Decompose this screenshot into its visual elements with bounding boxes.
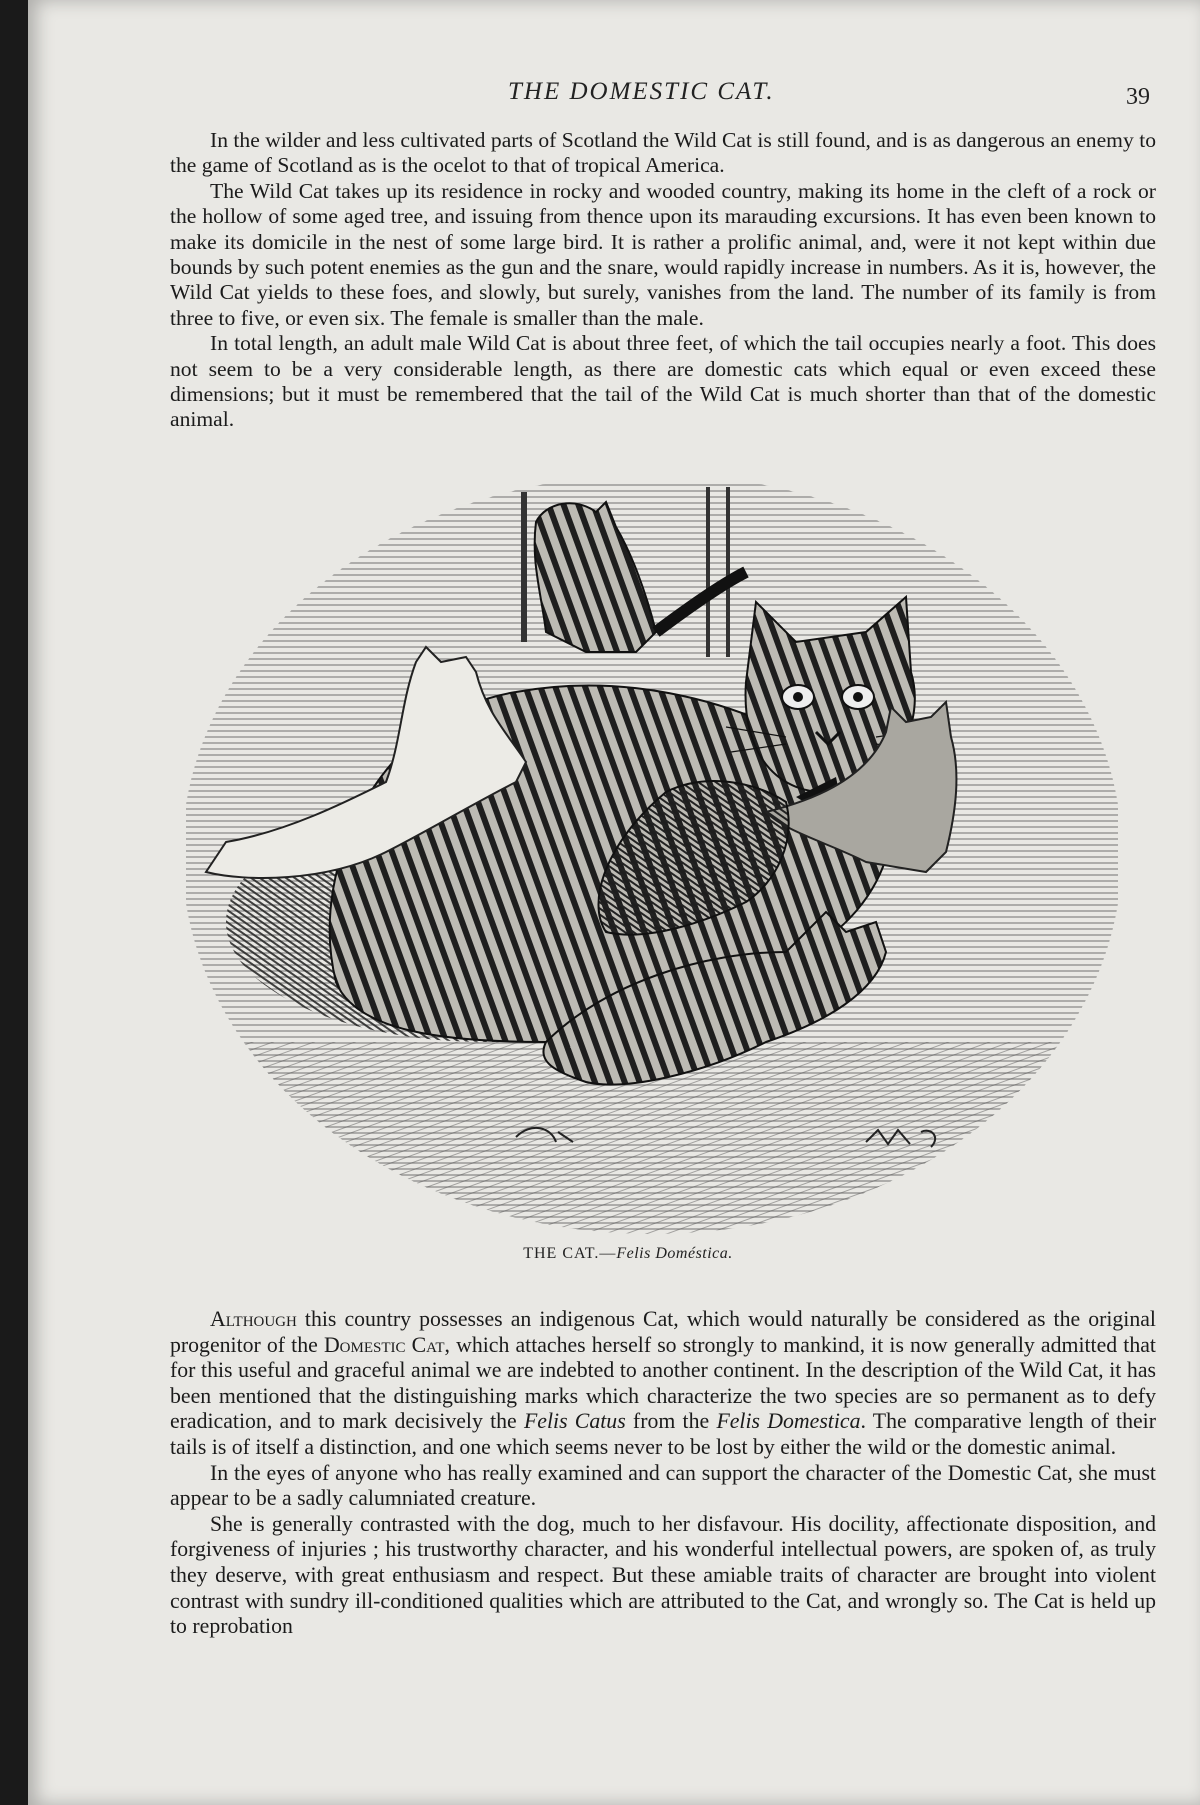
caption-title: THE CAT.— <box>523 1245 617 1262</box>
illustration-caption <box>28 1245 1200 1263</box>
caption-latin-name: Felis Doméstica. <box>616 1245 733 1262</box>
paragraph-calumniated: In the eyes of anyone who has really examined and can support the character of the Domestic Cat, she must appear to be a sadly calumniated creature. <box>170 1460 1156 1511</box>
top-text-block <box>170 128 1156 433</box>
cat-engraving-illustration <box>186 482 1118 1234</box>
latin-felis-catus: Felis Catus <box>523 1409 626 1434</box>
domestic-cat-term: Domestic Cat <box>323 1332 445 1357</box>
latin-felis-domestica: Felis Domestica <box>716 1409 861 1434</box>
running-title: THE DOMESTIC CAT. <box>508 78 775 105</box>
page-number: 39 <box>1126 84 1150 110</box>
opening-word: Although <box>210 1307 297 1331</box>
paragraph-domestic-origin <box>170 1307 1156 1461</box>
text-run: from the <box>625 1409 717 1434</box>
paragraph-wild-cat-length: In total length, an adult male Wild Cat is about three feet, of which the tail occupies nearly a foot. This does not seem to be a very considerable length, as there are domestic cats which equal or even exceed these dimensions; but it must be remembered that the tail of the Wild Cat is much shorter than that of the domestic animal. <box>170 331 1156 432</box>
paragraph-wild-cat-habitat: The Wild Cat takes up its residence in rocky and wooded country, making its home in the cleft of a rock or the hollow of some aged tree, and issuing from thence upon its marauding excursions. It has even been known to make its domicile in the nest of some large bird. It is rather a prolific animal, and, were it not kept within due bounds by such potent enemies as the gun and the snare, would rapidly increase in numbers. As it is, however, the Wild Cat yields to these foes, and slowly, but surely, vanishes from the land. The number of its family is from three to five, or even six. The female is smaller than the male. <box>170 178 1156 330</box>
text-run: . The comparative length of their tails is of itself a distinction, and one which seems never to be lost by either the wild or the domestic animal. <box>170 1409 1156 1459</box>
bottom-text-block <box>170 1307 1156 1640</box>
text-run: this country possesses an indigenous Cat, which would naturally be considered as the original progenitor of the <box>170 1307 1156 1357</box>
paragraph-wild-cat-scotland: In the wilder and less cultivated parts of Scotland the Wild Cat is still found, and is as dangerous an enemy to the game of Scotland as is the ocelot to that of tropical America. <box>170 128 1156 178</box>
text-run: , which attaches herself so strongly to mankind, it is now generally admitted that for this useful and graceful animal we are indebted to another continent. In the description of the Wild Cat, it has been mentioned that the distinguishing marks which characterize the two species are so permanent as to defy eradication, and to mark decisively the <box>170 1332 1156 1434</box>
book-page <box>28 0 1200 1805</box>
paragraph-dog-contrast: She is generally contrasted with the dog, much to her disfavour. His docility, affectionate disposition, and forgiveness of injuries ; his trustworthy character, and his wonderful intellectual powers, are spoken of, as truly they deserve, with great enthusiasm and respect. But these amiable traits of character are brought into violent contrast with sundry ill-conditioned qualities which are attributed to the Cat, and wrongly so. The Cat is held up to reprobation <box>170 1511 1156 1639</box>
